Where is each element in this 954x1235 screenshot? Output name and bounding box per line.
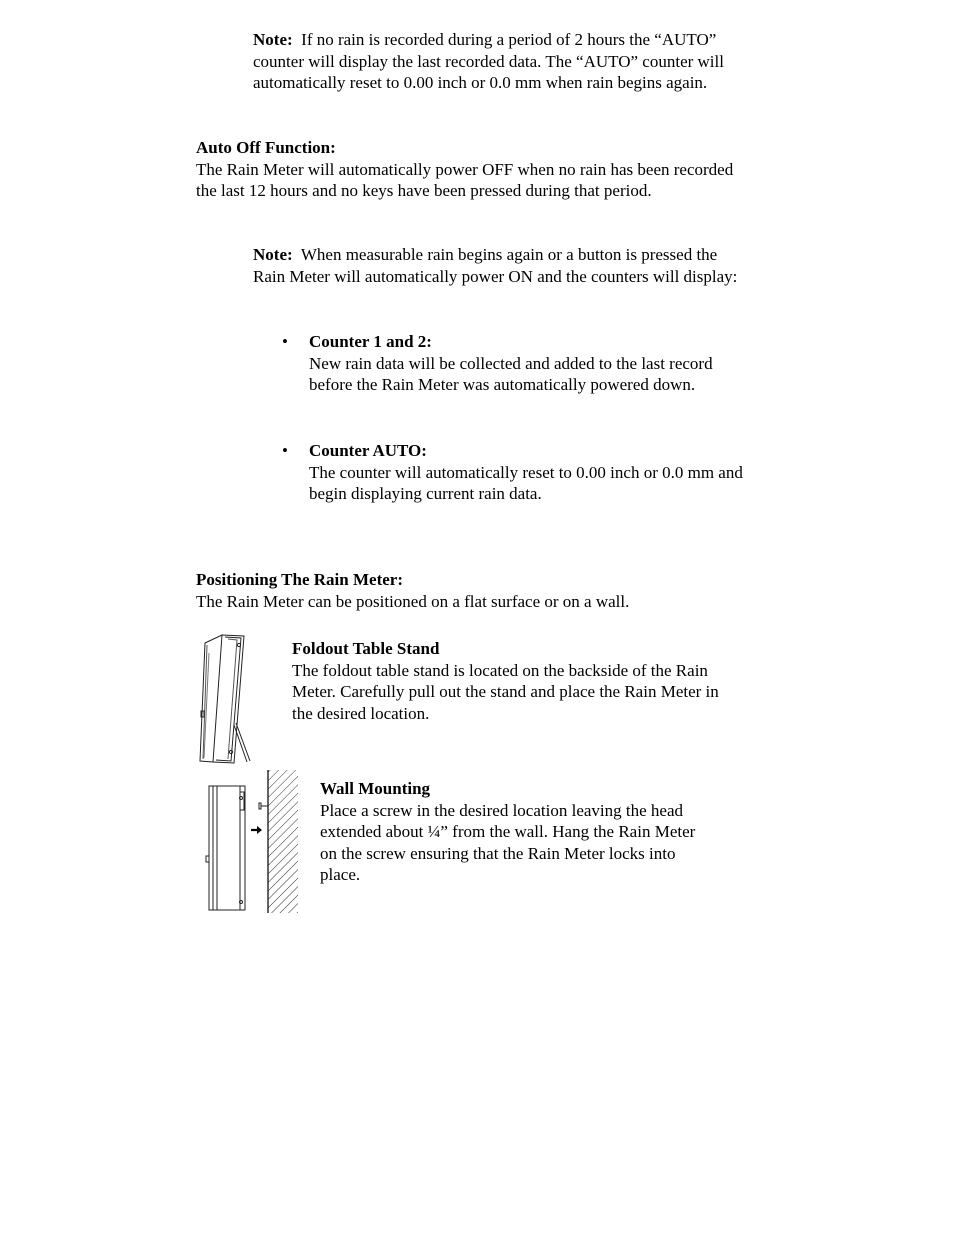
bullet-item [282,440,745,505]
positioning-heading: Positioning The Rain Meter: [196,570,403,589]
auto-off-body: The Rain Meter will automatically power OFF when no rain has been recorded the last 12 hours and no keys have been pressed during that period. [196,159,734,200]
auto-off-section [196,137,736,202]
bullet-title: Counter AUTO: [309,441,427,460]
note-1 [253,29,748,94]
bullet-icon: • [282,441,288,460]
note-2-text: When measurable rain begins again or a button is pressed the Rain Meter will automatically power ON and the counters will display: [253,245,738,286]
note-1-label: Note: [253,30,293,49]
screw-icon [259,803,268,809]
bullet-icon: • [282,332,288,351]
table-stand-title: Foldout Table Stand [292,639,440,658]
bullet-title: Counter 1 and 2: [309,332,432,351]
note-1-text: If no rain is recorded during a period of 2 hours the “AUTO” counter will display the last recorded data. The “AUTO” counter will automatically reset to 0.00 inch or 0.0 mm when rain begins again. [253,30,724,92]
bullet-item [282,331,745,396]
arrow-right-icon [251,826,262,834]
table-stand-section [292,638,742,724]
note-2-label: Note: [253,245,293,264]
wall-mount-illustration [204,768,302,916]
bullet-body: New rain data will be collected and added to the last record before the Rain Meter was automatically powered down. [309,353,713,394]
wall-mount-body: Place a screw in the desired location leaving the head extended about ¼” from the wall. Hang the Rain Meter on the screw ensuring that the Rain Meter locks into place. [320,800,696,884]
note-2 [253,244,745,287]
wall-mount-title: Wall Mounting [320,779,431,798]
positioning-section [196,569,736,612]
wall-mount-section [320,778,700,886]
table-stand-body: The foldout table stand is located on the backside of the Rain Meter. Carefully pull out the stand and place the Rain Meter in the desired location. [292,660,719,723]
table-stand-illustration [198,633,260,765]
auto-off-heading: Auto Off Function: [196,138,336,157]
bullet-body: The counter will automatically reset to 0.00 inch or 0.0 mm and begin displaying current rain data. [309,462,743,503]
positioning-body: The Rain Meter can be positioned on a flat surface or on a wall. [196,591,630,611]
